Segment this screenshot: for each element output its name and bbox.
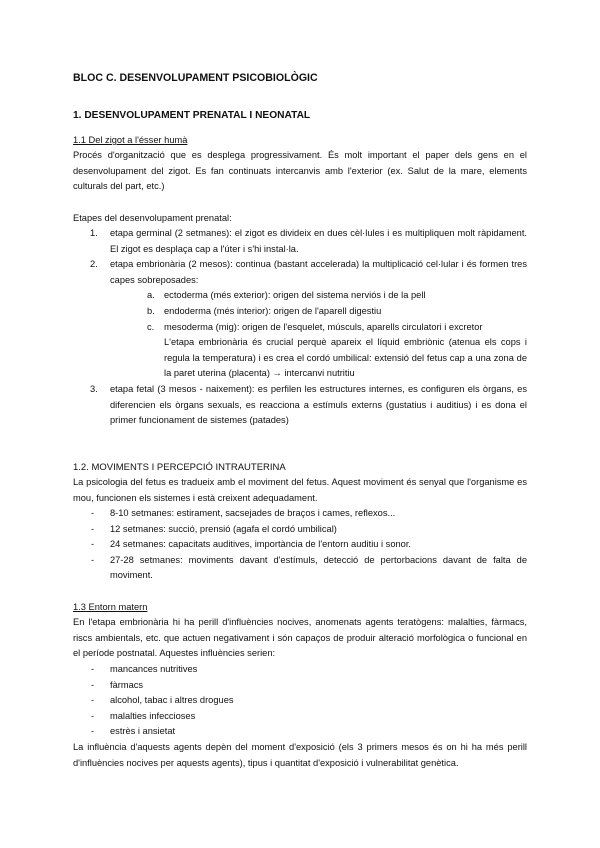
list-item-text: 24 setmanes: capacitats auditives, importància de l'entorn auditiu i sonor. bbox=[110, 539, 411, 550]
list-item-text: 27-28 setmanes: moviments davant d'estímuls, detecció de pertorbacions davant de falta de moviment. bbox=[110, 554, 527, 581]
layers-list bbox=[147, 288, 527, 382]
list-item-text: ectoderma (més exterior): origen del sistema nerviós i de la pell bbox=[164, 290, 426, 301]
influences-list bbox=[73, 662, 527, 740]
list-item bbox=[73, 382, 527, 429]
list-item-text: endoderma (més interior): origen de l'aparell digestiu bbox=[164, 305, 382, 316]
list-item bbox=[73, 693, 527, 709]
list-item-text: etapa embrionària (2 mesos): continua (bastant accelerada) la multiplicació cel·lular i és formen tres capes sobreposades: bbox=[110, 259, 527, 285]
list-item bbox=[73, 724, 527, 740]
list-number: 2. bbox=[90, 259, 98, 270]
dash-bullet: - bbox=[91, 539, 95, 550]
list-number: 3. bbox=[90, 383, 98, 394]
dash-bullet: - bbox=[91, 554, 95, 565]
list-item bbox=[73, 257, 527, 382]
dash-bullet: - bbox=[91, 710, 95, 721]
list-item-text: 12 setmanes: succió, prensió (agafa el cordó umbilical) bbox=[110, 523, 337, 534]
dash-bullet: - bbox=[91, 679, 95, 690]
list-item-text: malalties infeccioses bbox=[110, 710, 196, 721]
list-item bbox=[73, 709, 527, 725]
list-item bbox=[73, 226, 527, 257]
subsection-heading-1-2: 1.2. MOVIMENTS I PERCEPCIÓ INTRAUTERINA bbox=[73, 462, 286, 473]
subsection-heading-1-3: 1.3 Entorn matern bbox=[73, 602, 148, 612]
dash-bullet: - bbox=[91, 508, 95, 518]
list-item-text: mancances nutritives bbox=[110, 664, 198, 674]
list-item bbox=[147, 304, 527, 320]
intro-paragraph-1-2: La psicologia del fetus es tradueix amb el moviment del fetus. Aquest moviment és senyal que l'organisme es mou, funcionen els sistemes i està creixent adequadament. bbox=[73, 477, 527, 503]
list-item-text: etapa fetal (3 mesos - naixement): es perfilen les estructures internes, es configuren els òrgans, es diferencien els òrgans sexuals, es reacciona a estímuls externs (gustatius i auditius) i es dona el primer funcionament de sistemes (patades) bbox=[110, 383, 527, 426]
subsection-heading-1-1: 1.1 Del zigot a l'ésser humà bbox=[73, 135, 188, 145]
list-item bbox=[73, 553, 527, 584]
list-item-text: alcohol, tabac i altres drogues bbox=[110, 695, 234, 706]
stages-title: Etapes del desenvolupament prenatal: bbox=[73, 213, 232, 223]
list-item-text: estrès i ansietat bbox=[110, 726, 176, 737]
list-letter: b. bbox=[147, 305, 155, 316]
dash-bullet: - bbox=[91, 523, 95, 534]
list-item-text: 8-10 setmanes: estirament, sacsejades de braços i cames, reflexos... bbox=[110, 508, 396, 518]
layers-note: L'etapa embrionària és crucial perquè apareix el líquid embriònic (atenua els cops i regula la temperatura) i es crea el cordó umbilical: extensió del fetus cap a una zona de la paret uterina (placenta) → intercanvi nutritiu bbox=[164, 337, 527, 379]
list-item bbox=[73, 678, 527, 694]
list-item bbox=[73, 522, 527, 538]
list-item bbox=[147, 320, 527, 382]
page-title: BLOC C. DESENVOLUPAMENT PSICOBIOLÒGIC bbox=[73, 72, 318, 84]
list-letter: c. bbox=[147, 321, 155, 332]
dash-bullet: - bbox=[91, 726, 95, 737]
movements-list bbox=[73, 506, 527, 584]
list-item bbox=[73, 506, 527, 522]
section-heading: 1. DESENVOLUPAMENT PRENATAL I NEONATAL bbox=[73, 110, 311, 121]
list-item-text: fàrmacs bbox=[110, 679, 144, 690]
list-item bbox=[73, 537, 527, 553]
stages-list bbox=[73, 226, 527, 429]
list-item-text: etapa germinal (2 setmanes): el zigot es divideix en dues cèl·lules i es multipliquen molt ràpidament. El zigot es desplaça cap a l'úter i s'hi instal·la. bbox=[110, 228, 527, 254]
list-letter: a. bbox=[147, 290, 155, 301]
list-item bbox=[147, 288, 527, 304]
closing-paragraph: La influència d'aquests agents depèn del moment d'exposició (els 3 primers mesos és on hi ha més perill d'influències nocives per aquests agents), tipus i quantitat d'exposició i vulnerabilitat genètica. bbox=[73, 742, 527, 768]
list-item bbox=[73, 662, 527, 678]
intro-paragraph-1-1: Procés d'organització que es desplega progressivament. És molt important el paper dels gens en el desenvolupament del zigot. Es fan continuats intercanvis amb l'exterior (ex. Salut de la mare, elements culturals del part, etc.) bbox=[73, 150, 527, 192]
intro-paragraph-1-3: En l'etapa embrionària hi ha perill d'influències nocives, anomenats agents teratògens: malalties, fàrmacs, riscs ambientals, etc. que actuen negativament i són capaços de produir alteració morfològica o funcional en el període postnatal. Aquestes influències serien: bbox=[73, 617, 527, 659]
dash-bullet: - bbox=[91, 695, 95, 706]
list-number: 1. bbox=[90, 228, 98, 238]
list-item-text: mesoderma (mig): origen de l'esquelet, músculs, aparells circulatori i excretor bbox=[164, 321, 483, 332]
dash-bullet: - bbox=[91, 664, 95, 674]
